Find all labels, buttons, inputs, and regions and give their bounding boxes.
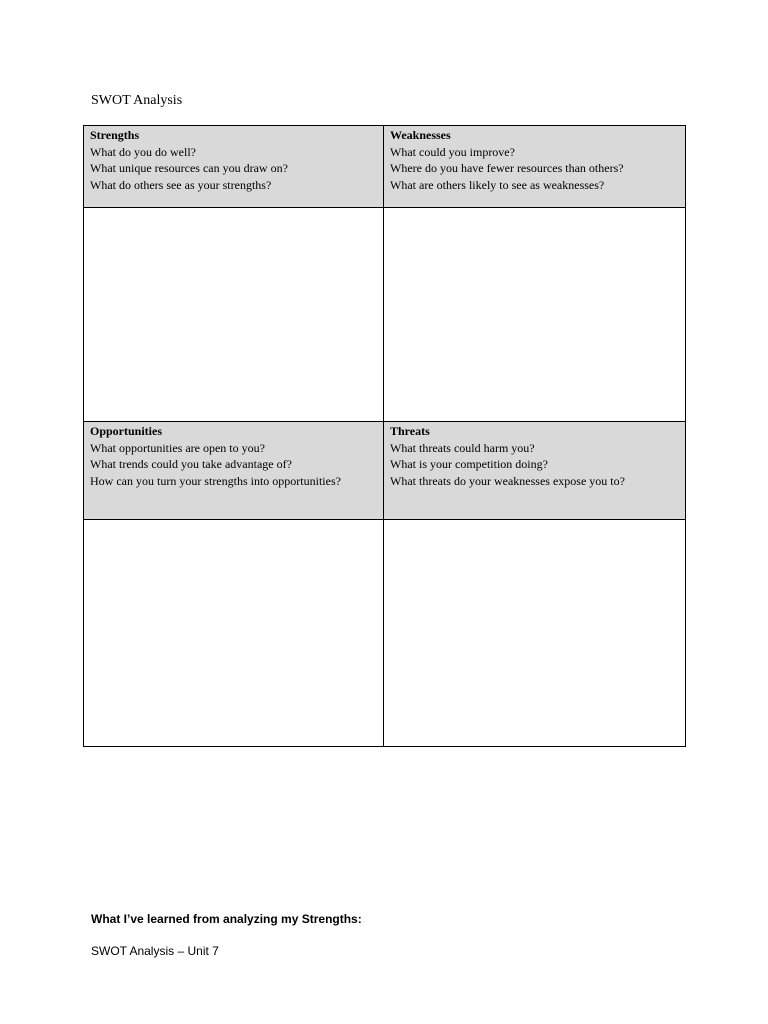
threats-title: Threats [390, 424, 430, 438]
strengths-prompt-cell [84, 126, 384, 208]
swot-table [83, 125, 686, 747]
weaknesses-question: Where do you have fewer resources than others? [390, 161, 624, 175]
opportunities-question: What opportunities are open to you? [90, 440, 265, 455]
swot-answer-row-bottom [84, 520, 686, 747]
strengths-question: What do you do well? [90, 144, 196, 159]
threats-answer-area[interactable] [384, 520, 686, 747]
weaknesses-title: Weaknesses [390, 128, 451, 142]
threats-question: What threats could harm you? [390, 440, 535, 455]
weaknesses-prompt-cell [384, 126, 686, 208]
opportunities-question: How can you turn your strengths into opportunities? [90, 473, 341, 488]
strengths-title: Strengths [90, 128, 140, 142]
page-footer: SWOT Analysis – Unit 7 [91, 944, 219, 958]
strengths-answer-area[interactable] [84, 208, 384, 422]
threats-question: What threats do your weaknesses expose you to? [390, 473, 625, 488]
opportunities-question: What trends could you take advantage of? [90, 457, 292, 471]
opportunities-prompt-cell [84, 422, 384, 520]
threats-prompt-cell [384, 422, 686, 520]
swot-prompt-row-bottom [84, 422, 686, 520]
swot-prompt-row-top [84, 126, 686, 208]
swot-answer-row-top [84, 208, 686, 422]
weaknesses-question: What are others likely to see as weaknesses? [390, 177, 605, 192]
weaknesses-question: What could you improve? [390, 144, 515, 159]
opportunities-title: Opportunities [90, 424, 163, 438]
document-title: SWOT Analysis [91, 93, 183, 108]
threats-question: What is your competition doing? [390, 457, 548, 471]
strengths-question: What do others see as your strengths? [90, 177, 272, 192]
opportunities-answer-area[interactable] [84, 520, 384, 747]
strengths-question: What unique resources can you draw on? [90, 161, 288, 175]
reflection-heading: What I’ve learned from analyzing my Strengths: [91, 912, 362, 926]
weaknesses-answer-area[interactable] [384, 208, 686, 422]
